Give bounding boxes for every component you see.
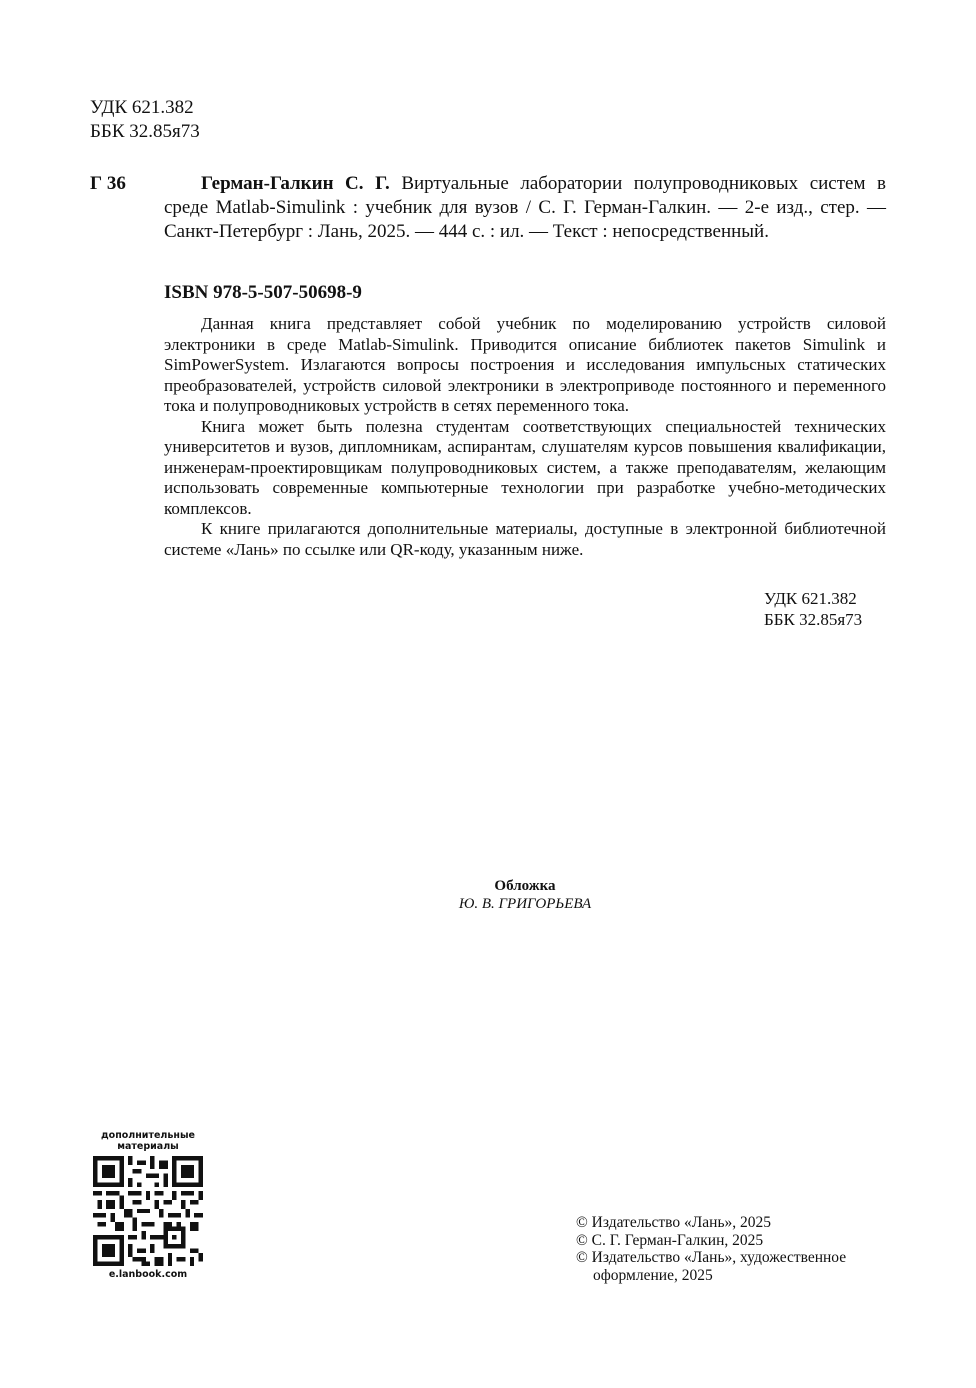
copyright-block bbox=[576, 1214, 846, 1284]
udk-code: УДК 621.382 bbox=[90, 97, 194, 118]
author-name: Герман-Галкин С. Г. bbox=[201, 173, 390, 194]
qr-caption bbox=[90, 1130, 206, 1152]
abstract-paragraph: Данная книга представляет собой учебник по моделированию устройств силовой электроники в среде Matlab-Simulink. Приводится описание библиотек пакетов Simulink и SimPowerSystem. Излагаются вопросы построения и исследования импульсных статических преобразователей, устройств силовой электроники в электроприводе постоянного и переменного тока и полупроводниковых устройств в сетях переменного тока. bbox=[164, 314, 886, 415]
cover-credit bbox=[380, 877, 670, 913]
bibliographic-record bbox=[164, 172, 886, 244]
bbk-code: ББК 32.85я73 bbox=[90, 121, 200, 142]
qr-caption-line: материалы bbox=[117, 1141, 179, 1152]
author-mark: Г 36 bbox=[90, 173, 126, 194]
bbk-code: ББК 32.85я73 bbox=[764, 610, 863, 629]
book-description: Виртуальные лаборатории полупроводниковых систем в среде Matlab-Simulink : учебник для вузов / С. Г. Герман-Галкин. — 2-е изд., стер. — Санкт-Петербург : Лань, 2025. — 444 с. : ил. — Текст : непосредственный. bbox=[164, 173, 886, 242]
copyright-line: оформление, 2025 bbox=[593, 1266, 713, 1284]
abstract bbox=[164, 314, 886, 560]
copyright-line: © Издательство «Лань», художественное bbox=[576, 1249, 847, 1266]
cover-label: Обложка bbox=[494, 878, 556, 894]
copyright-line: © С. Г. Герман-Галкин, 2025 bbox=[576, 1231, 764, 1249]
cover-designer: Ю. В. ГРИГОРЬЕВА bbox=[458, 896, 592, 912]
udk-code: УДК 621.382 bbox=[764, 589, 857, 608]
udk-bbk-header bbox=[90, 96, 200, 144]
qr-code-icon[interactable] bbox=[93, 1156, 203, 1266]
abstract-paragraph: К книге прилагаются дополнительные материалы, доступные в электронной библиотечной системе «Лань» по ссылке или QR-коду, указанным ниже. bbox=[164, 519, 886, 559]
udk-bbk-footer bbox=[764, 588, 874, 630]
qr-caption-line: дополнительные bbox=[101, 1130, 195, 1141]
qr-url[interactable]: e.lanbook.com bbox=[108, 1269, 188, 1280]
abstract-paragraph: Книга может быть полезна студентам соответствующих специальностей технических университетов и вузов, дипломникам, аспирантам, слушателям курсов повышения квалификации, инженерам-проектировщикам полупроводниковых систем, а также преподавателям, желающим использовать современные компьютерные технологии при разработке учебно-методических комплексов. bbox=[164, 416, 886, 518]
qr-block bbox=[90, 1130, 206, 1280]
isbn: ISBN 978-5-507-50698-9 bbox=[164, 282, 362, 303]
copyright-line: © Издательство «Лань», 2025 bbox=[576, 1214, 772, 1231]
